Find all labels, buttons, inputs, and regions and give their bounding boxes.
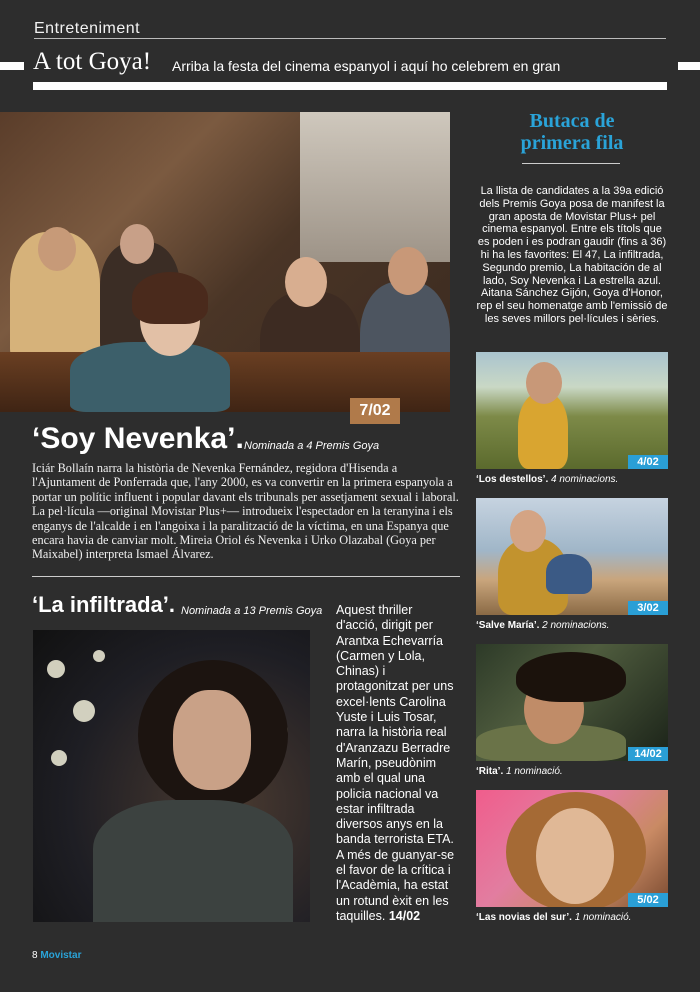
- date-badge: 7/02: [350, 398, 400, 424]
- film-noms: 1 nominació.: [574, 912, 632, 923]
- brand-name: Movistar: [40, 950, 82, 961]
- film-noms: 1 nominació.: [506, 766, 563, 777]
- film-thumbnail: [476, 644, 668, 761]
- film-thumbnail: [476, 498, 668, 615]
- sidebar-title: [476, 110, 668, 154]
- photo-bokeh-light: [73, 700, 95, 722]
- header-side-bar-left: [0, 62, 24, 70]
- date-badge: 5/02: [628, 893, 668, 907]
- film-title: ‘Salve María’.: [476, 620, 540, 631]
- section-label: Entreteniment: [34, 20, 141, 37]
- film-title: ‘Rita’.: [476, 766, 504, 777]
- photo-figure-child: [546, 554, 592, 594]
- article-body-text: Aquest thriller d'acció, dirigit per Arantxa Echevarría (Carmen y Lola, Chinas) i protagonitzat per uns excel·lents Carolina Yuste i Luis Tosar, narra la història real d'Aranzazu Berradre Marín, pseudònim amb el qual una policia nacional va estar infiltrada diversos anys en la banda terrorista ETA. A més de guanyar-se el favor de la crítica i l'Acadèmia, ha estat un rotund èxit en les taquilles.: [336, 603, 455, 923]
- film-caption: [476, 912, 631, 923]
- photo-background-wall: [300, 112, 450, 262]
- sidebar-rule: [522, 163, 620, 164]
- article-body: Iciár Bollaín narra la història de Nevenka Fernández, regidora d'Hisenda a l'Ajuntament de Ponferrada que, l'any 2000, es va convertir en la primera espanyola a portar un polític influent i popular davant els tribunals per assetjament sexual i laboral. La pel·lícula —original Movistar Plus+— introdueix l'espectador en la teranyina i els enganys de l'alcalde i en l'angoixa i la paralització de la víctima, en una Espanya que encara havia de canviar molt. Mireia Oriol és Nevenka i Urko Olazabal (Goya per Maixabel) interpreta Ismael Álvarez.: [32, 461, 459, 562]
- film-noms: 4 nominacions.: [551, 474, 619, 485]
- photo-figure-protagonist: [70, 342, 230, 412]
- film-caption: [476, 766, 563, 777]
- film-title: ‘Los destellos’.: [476, 474, 549, 485]
- header-bar: [33, 82, 667, 90]
- date-inline: 14/02: [388, 908, 421, 923]
- header-side-bar-right: [678, 62, 700, 70]
- film-noms: 2 nominacions.: [542, 620, 610, 631]
- article-body: [336, 603, 456, 924]
- photo-bokeh-light: [47, 660, 65, 678]
- film-thumbnail: [476, 352, 668, 469]
- soy-nevenka-photo: [0, 112, 450, 412]
- headline: A tot Goya!: [33, 48, 152, 75]
- photo-figure-hair: [516, 652, 626, 702]
- article-title: ‘Soy Nevenka’.: [32, 422, 244, 455]
- page-footer: [32, 950, 81, 961]
- la-infiltrada-photo: [33, 630, 310, 922]
- photo-bokeh-light: [93, 650, 105, 662]
- film-thumbnail: [476, 790, 668, 907]
- film-caption: [476, 620, 609, 631]
- sidebar-title-line: Butaca de: [529, 110, 615, 132]
- nominations-note: Nominada a 4 Premis Goya: [244, 440, 380, 452]
- page-number: 8: [32, 950, 38, 961]
- film-caption: [476, 474, 618, 485]
- photo-figure-face: [526, 362, 562, 404]
- section-rule: [34, 38, 666, 39]
- article-title: ‘La infiltrada’.: [32, 592, 176, 617]
- photo-figure-face: [536, 808, 614, 904]
- photo-figure: [38, 227, 76, 271]
- date-badge: 4/02: [628, 455, 668, 469]
- photo-figure-hair: [132, 272, 208, 324]
- photo-figure: [388, 247, 428, 295]
- nominations-note: Nominada a 13 Premis Goya: [181, 605, 323, 617]
- sidebar-title-line: primera fila: [520, 132, 624, 154]
- photo-figure: [120, 224, 154, 264]
- photo-figure-jacket: [93, 800, 293, 922]
- deck-subtitle: Arriba la festa del cinema espanyol i aquí ho celebrem en gran: [172, 58, 561, 74]
- photo-figure-face: [510, 510, 546, 552]
- section-divider: [32, 576, 460, 577]
- photo-bokeh-light: [51, 750, 67, 766]
- date-badge: 14/02: [628, 747, 668, 761]
- date-badge: 3/02: [628, 601, 668, 615]
- film-title: ‘Las novias del sur’.: [476, 912, 572, 923]
- photo-figure-face: [173, 690, 251, 790]
- photo-figure: [285, 257, 327, 307]
- sidebar-text: La llista de candidates a la 39a edició dels Premis Goya posa de manifest la gran aposta de Movistar Plus+ pel cinema espanyol. Entre els títols que es poden i es podran gaudir (fins a 36) hi ha les favorites: El 47, La infiltrada, Segundo premio, La habitación de al lado, Soy Nevenka i La estrella azul. Aitana Sánchez Gijón, Goya d'Honor, rep el seu homenatge amb l'emissió de les seves millors pel·lícules i sèries.: [476, 185, 668, 325]
